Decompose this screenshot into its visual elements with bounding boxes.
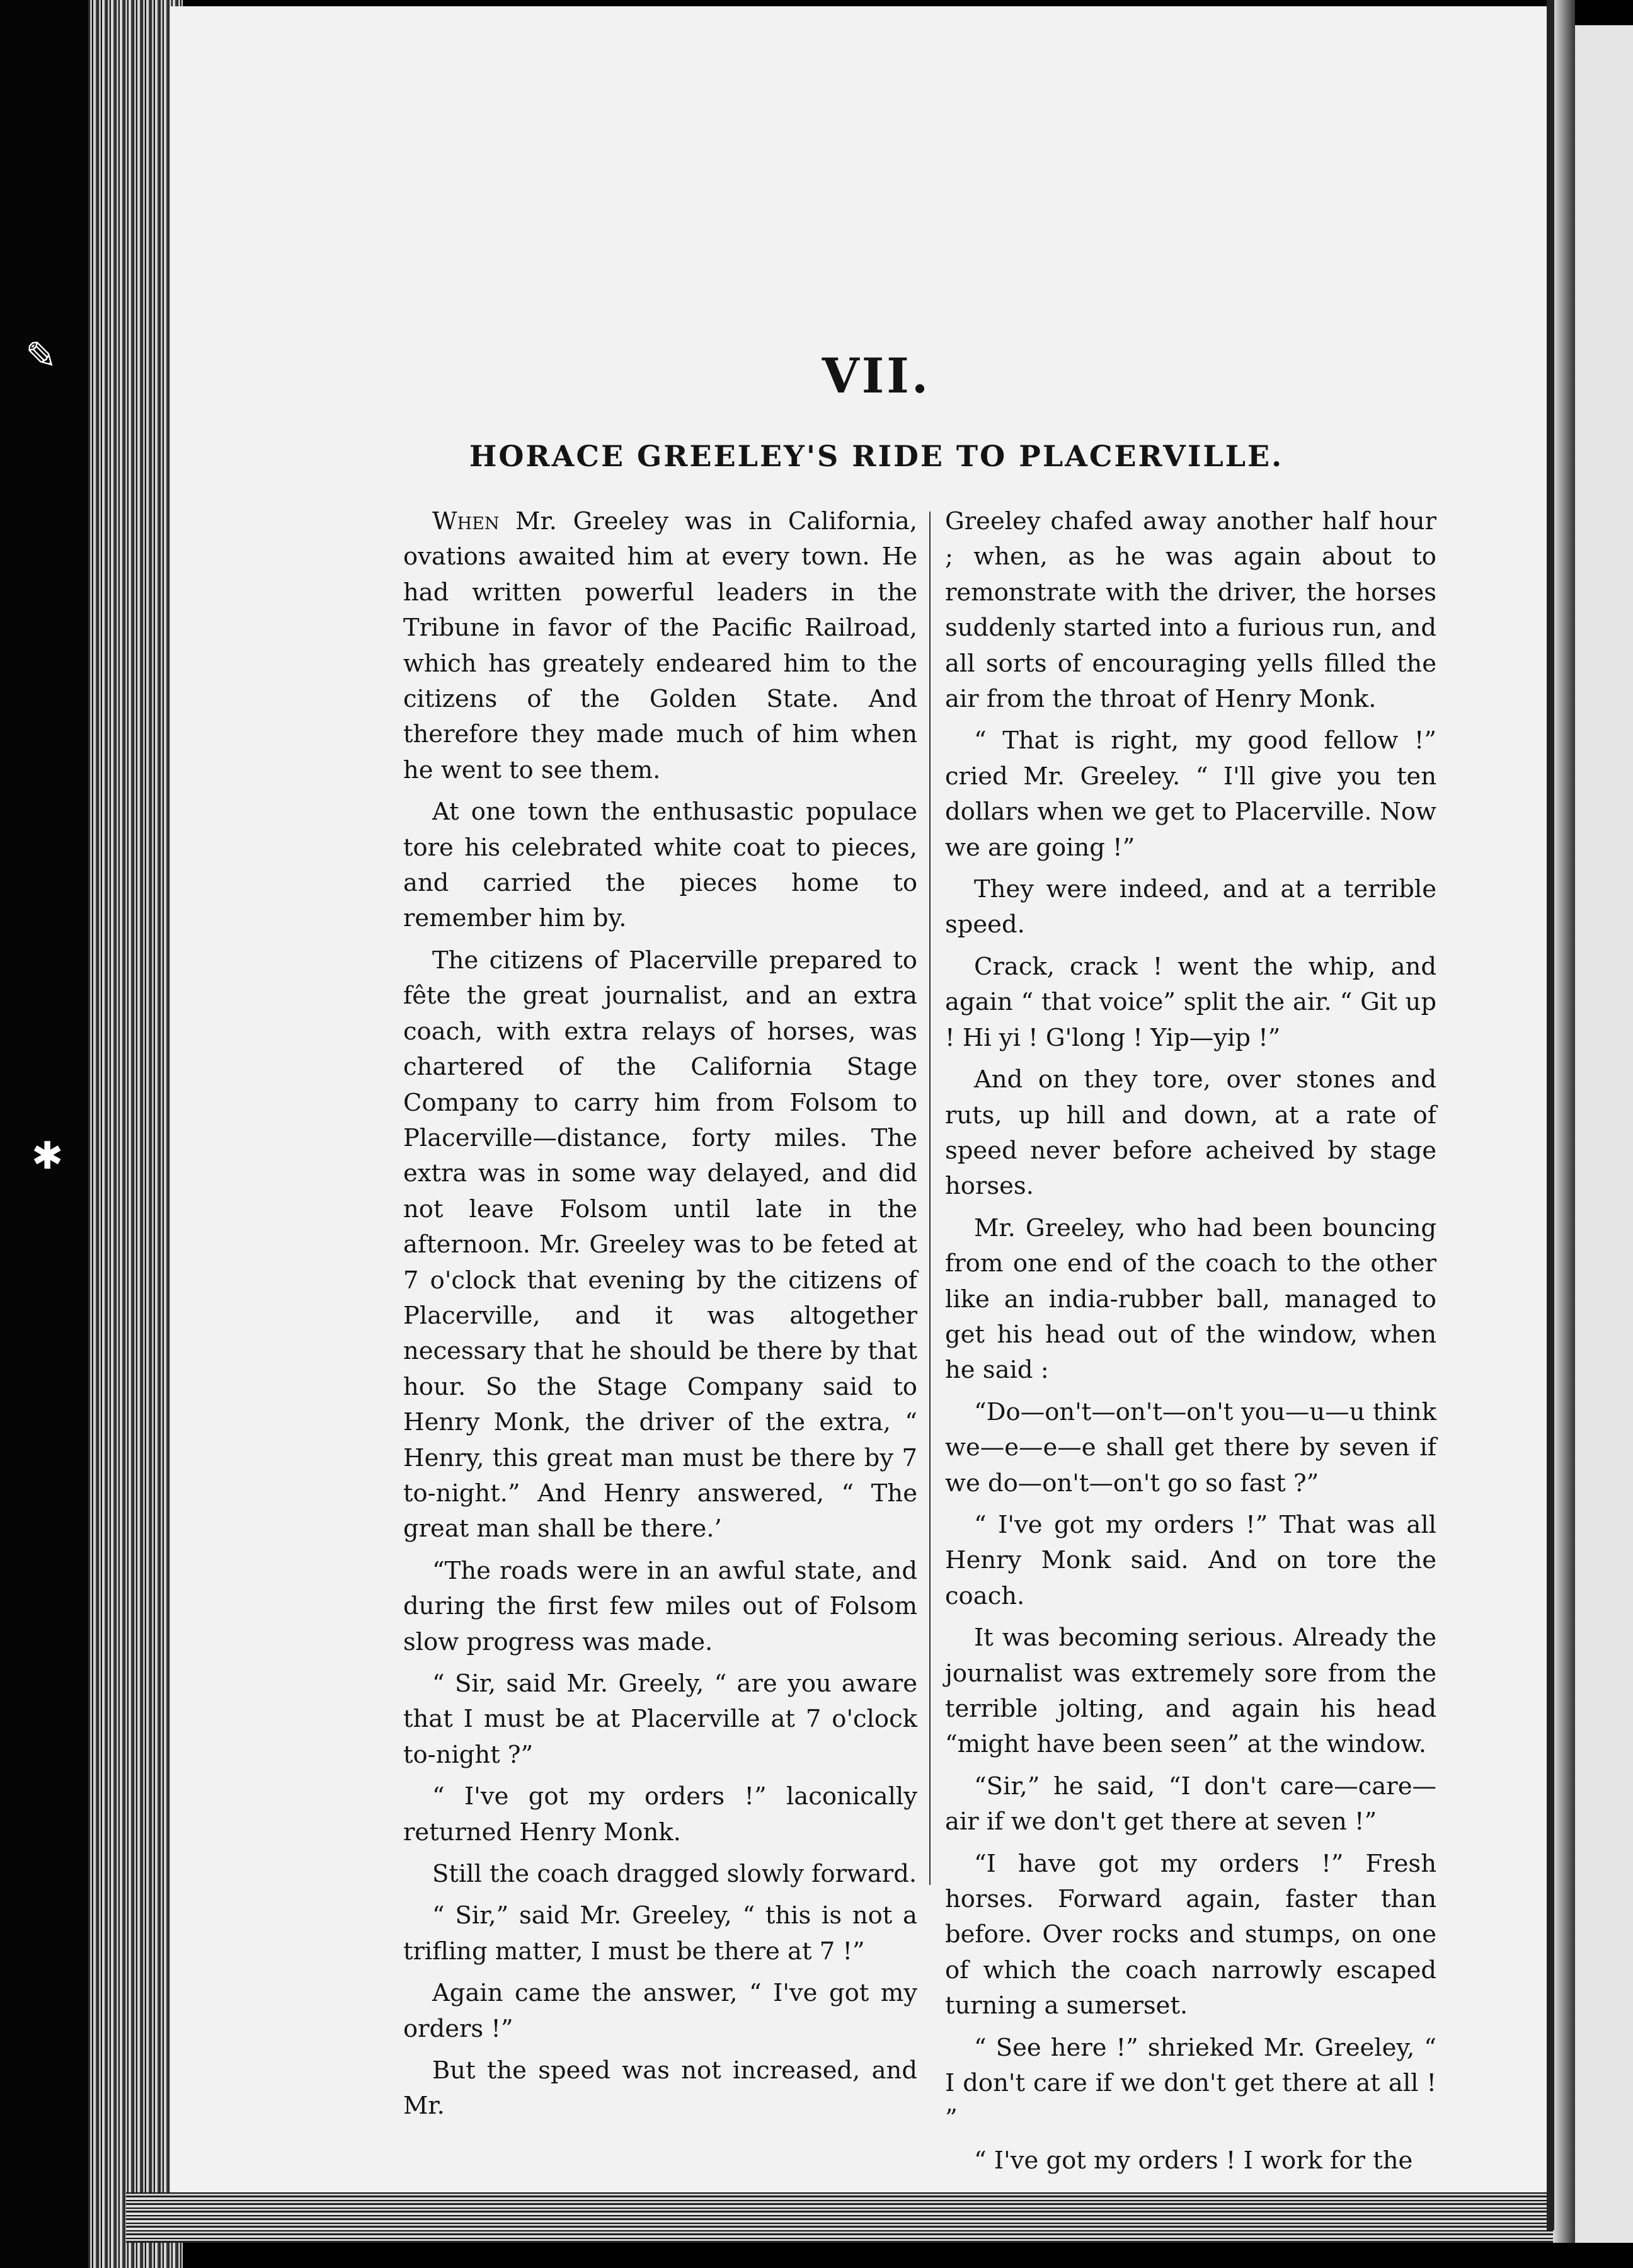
paragraph: At one town the enthusastic populace tore his celebrated white coat to pieces, and carried the pieces home to remember him by. [403,798,917,933]
scan-clip-mark-icon: ✎ [25,334,57,378]
paragraph: And on they tore, over stones and ruts, up hill and down, at a rate of speed never before acheived by stage horses. [945,1065,1436,1201]
paragraph: “ I've got my orders ! I work for the [974,2146,1413,2175]
chapter-number: VII. [822,348,931,404]
text-column-right [945,504,1436,2185]
paragraph: “ Sir, said Mr. Greely, “ are you aware that I must be at Placerville at 7 o'clock to-night ?” [403,1670,917,1769]
paragraph: But the speed was not increased, and Mr. [403,2056,917,2121]
paragraph: Again came the answer, “ I've got my orders !” [403,1979,917,2043]
scan-smudge-icon: ✱ [32,1134,64,1178]
paragraph: It was becoming serious. Already the journalist was extremely sore from the terrible jolting, and again his head “might have been seen” at the window. [945,1624,1436,1759]
paragraph: “Do—on't—on't—on't you—u—u think we—e—e—e shall get there by seven if we do—on't—on't go so fast ?” [945,1397,1436,1498]
paragraph: “ That is right, my good fellow !” cried Mr. Greeley. “ I'll give you ten dollars when we get to Placerville. Now we are going !” [945,726,1436,862]
column-divider [929,512,931,1885]
paragraph: They were indeed, and at a terrible speed. [945,875,1436,939]
paragraph: “ I've got my orders !” That was all Henry Monk said. And on tore the coach. [945,1510,1436,1610]
paragraph: Crack, crack ! went the whip, and again “ that voice” split the air. “ Git up ! Hi yi ! G'long ! Yip—yip !” [945,952,1436,1052]
paragraph: “ See here !” shrieked Mr. Greeley, “ I don't care if we don't get there at all ! ” [945,2033,1436,2133]
book-page-edges [88,0,183,2268]
paragraph: “The roads were in an awful state, and during the first few miles out of Folsom slow progress was made. [403,1556,917,1656]
spine-shadow [1547,0,1554,2230]
paragraph: Still the coach dragged slowly forward. [432,1860,917,1889]
paragraph [403,504,917,788]
paragraph: Mr. Greeley, who had been bouncing from one end of the coach to the other like an india-rubber ball, managed to get his head out of the window, when he said : [945,1213,1436,1385]
text-column-left [403,504,917,2131]
paragraph: “Sir,” he said, “I don't care—care—air if we don't get there at seven !” [945,1772,1436,1836]
paragraph: The citizens of Placerville prepared to fête the great journalist, and an extra coach, with extra relays of horses, was chartered of the California Stage Company to carry him from Folsom to Placerville—distance, forty miles. The extra was in some way delayed, and did not leave Folsom until late in the afternoon. Mr. Greeley was to be feted at 7 o'clock that evening by the citizens of Placerville, and it was altogether necessary that he should be there by that hour. So the Stage Company said to Henry Monk, the driver of the extra, “ Henry, this great man must be there by 7 to-night.” And Henry answered, “ The great man shall be there.’ [403,946,917,1544]
paragraph: “ Sir,” said Mr. Greeley, “ this is not a trifling matter, I must be there at 7 !” [403,1901,917,1966]
paragraph: “I have got my orders !” Fresh horses. Forward again, faster than before. Over rocks and stumps, on one of which the coach narrowly escaped turning a sumerset. [945,1849,1436,2020]
book-page-edges-bottom [126,2192,1575,2243]
paragraph-text: Mr. Greeley was in California, ovations awaited him at every town. He had written powerful leaders in the Tribune in favor of the Pacific Railroad, which has greately endeared him to the citizens of the Golden State. And therefore they made much of him when he went to see them. [403,507,917,784]
paragraph: “ I've got my orders !” laconically returned Henry Monk. [403,1782,917,1847]
paragraph-continued: Greeley chafed away another half hour ; when, as he was again about to remonstrate with the driver, the horses suddenly started into a furious run, and all sorts of encouraging yells filled the air from the throat of Henry Monk. [945,507,1436,714]
drop-word: When [432,507,500,536]
book-gutter [1553,0,1575,2243]
chapter-title: HORACE GREELEY'S RIDE TO PLACERVILLE. [469,439,1284,473]
